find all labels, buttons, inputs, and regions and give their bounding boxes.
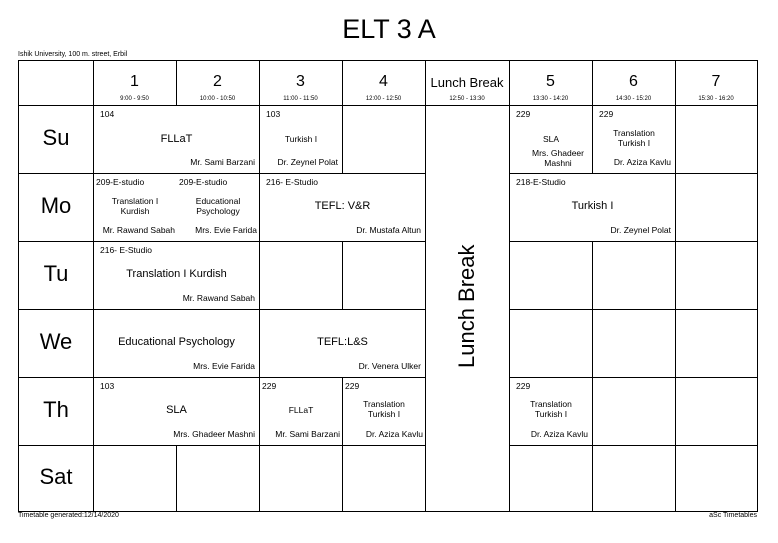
lesson-card[interactable] — [94, 106, 259, 173]
subject-label: Translation I Kurdish — [126, 268, 227, 280]
grid-line — [509, 309, 757, 310]
teacher-label: Dr. Zeynel Polat — [610, 225, 671, 235]
lesson-card[interactable] — [260, 310, 425, 377]
day-label-sunday: Su — [42, 125, 70, 150]
lesson-card[interactable] — [510, 174, 675, 241]
subject-label: Translation Turkish I — [530, 399, 572, 419]
period-time: 15:30 - 16:20 — [698, 96, 734, 102]
subject-label: TEFL: V&R — [314, 200, 371, 212]
lesson-card[interactable] — [260, 378, 342, 445]
software-brand: aSc Timetables — [709, 512, 757, 519]
period-header-3 — [259, 61, 342, 105]
teacher-label: Dr. Aziza Kavlu — [530, 429, 588, 439]
day-label-wednesday: We — [39, 329, 73, 354]
room-label: 229 — [345, 381, 360, 391]
subject-label: SLA — [542, 134, 560, 144]
lesson-card[interactable] — [94, 310, 259, 377]
school-name: Ishik University, 100 m. street, Erbil — [18, 51, 128, 58]
day-label-tuesday: Tu — [43, 261, 69, 286]
period-header-2 — [176, 61, 259, 105]
subject-label: SLA — [166, 404, 187, 416]
teacher-label: Mrs. Ghadeer Mashni — [173, 429, 255, 439]
lesson-card[interactable] — [260, 106, 342, 173]
teacher-label: Mrs. Ghadeer Mashni — [532, 148, 584, 168]
room-label: 216- E-Studio — [266, 177, 318, 187]
period-time: 12:50 - 13:30 — [449, 96, 485, 102]
subject-label: FLLaT — [288, 405, 314, 415]
lesson-card[interactable] — [94, 242, 259, 309]
period-time: 13:30 - 14:20 — [532, 96, 569, 102]
lesson-card[interactable] — [343, 378, 425, 445]
day-label-saturday: Sat — [39, 464, 73, 489]
period-header-6 — [592, 61, 675, 105]
grid-line — [342, 241, 343, 309]
room-label: 229 — [262, 381, 277, 391]
lesson-card[interactable] — [510, 378, 592, 445]
lunch-break-label: Lunch Break — [454, 244, 479, 368]
generated-date: Timetable generated:12/14/2020 — [18, 512, 119, 519]
room-label: 104 — [100, 109, 115, 119]
grid-line — [509, 445, 757, 446]
period-number: Lunch Break — [430, 75, 504, 90]
lesson-card[interactable] — [260, 174, 425, 241]
period-number: 6 — [629, 73, 638, 90]
subject-label: Translation Turkish I — [613, 128, 655, 148]
period-number: 2 — [213, 73, 222, 90]
teacher-label: Mrs. Evie Farida — [193, 361, 255, 371]
period-time: 9:00 - 9:50 — [120, 96, 149, 102]
period-header-4 — [342, 61, 425, 105]
teacher-label: Mrs. Evie Farida — [195, 225, 257, 235]
day-label-monday: Mo — [40, 193, 72, 218]
room-label: 209-E-studio — [179, 177, 228, 187]
period-time: 11:00 - 11:50 — [283, 96, 318, 102]
grid-line — [176, 445, 177, 511]
period-number: 1 — [130, 73, 139, 90]
period-number: 5 — [546, 73, 555, 90]
period-header-7 — [675, 61, 757, 105]
day-label-thursday: Th — [43, 397, 69, 422]
period-number: 7 — [711, 73, 721, 90]
grid-line — [592, 241, 593, 511]
subject-label: Educational Psychology — [118, 336, 235, 348]
room-label: 218-E-Studio — [516, 177, 566, 187]
teacher-label: Dr. Aziza Kavlu — [365, 429, 423, 439]
room-label: 229 — [516, 381, 531, 391]
grid-line — [509, 241, 757, 242]
timetable-grid — [18, 60, 758, 512]
teacher-label: Mr. Sami Barzani — [190, 157, 255, 167]
subject-label: Educational Psychology — [195, 196, 241, 216]
lesson-card[interactable] — [94, 378, 259, 445]
teacher-label: Mr. Sami Barzani — [275, 429, 340, 439]
subject-label: Translation I Kurdish — [111, 196, 159, 216]
grid-line — [19, 445, 425, 446]
period-header-lunch — [425, 61, 509, 105]
lesson-card[interactable] — [593, 106, 675, 173]
room-label: 229 — [599, 109, 614, 119]
period-time: 14:30 - 15:20 — [615, 96, 652, 102]
period-time: 12:00 - 12:50 — [365, 96, 402, 102]
subject-label: Turkish I — [571, 200, 614, 212]
period-header-1 — [93, 61, 176, 105]
teacher-label: Mr. Rawand Sabah — [102, 225, 175, 235]
teacher-label: Mr. Rawand Sabah — [182, 293, 255, 303]
lesson-card[interactable] — [94, 174, 176, 241]
teacher-label: Dr. Venera Ulker — [358, 361, 421, 371]
timetable-title: ELT 3 A — [342, 14, 436, 44]
period-header-5 — [509, 61, 592, 105]
period-number: 3 — [296, 73, 305, 90]
teacher-label: Dr. Aziza Kavlu — [613, 157, 671, 167]
period-time: 10:00 - 10:50 — [199, 96, 236, 102]
teacher-label: Dr. Zeynel Polat — [277, 157, 338, 167]
grid-line — [425, 61, 426, 511]
grid-line — [675, 61, 676, 511]
lesson-card[interactable] — [177, 174, 259, 241]
lesson-card[interactable] — [510, 106, 592, 173]
subject-label: Turkish I — [284, 134, 318, 144]
subject-label: Translation Turkish I — [363, 399, 405, 419]
room-label: 103 — [100, 381, 115, 391]
room-label: 229 — [516, 109, 531, 119]
period-number: 4 — [379, 73, 388, 90]
room-label: 103 — [266, 109, 281, 119]
teacher-label: Dr. Mustafa Altun — [356, 225, 421, 235]
subject-label: TEFL:L&S — [317, 336, 368, 348]
room-label: 216- E-Studio — [100, 245, 152, 255]
subject-label: FLLaT — [160, 133, 193, 145]
room-label: 209-E-studio — [96, 177, 145, 187]
